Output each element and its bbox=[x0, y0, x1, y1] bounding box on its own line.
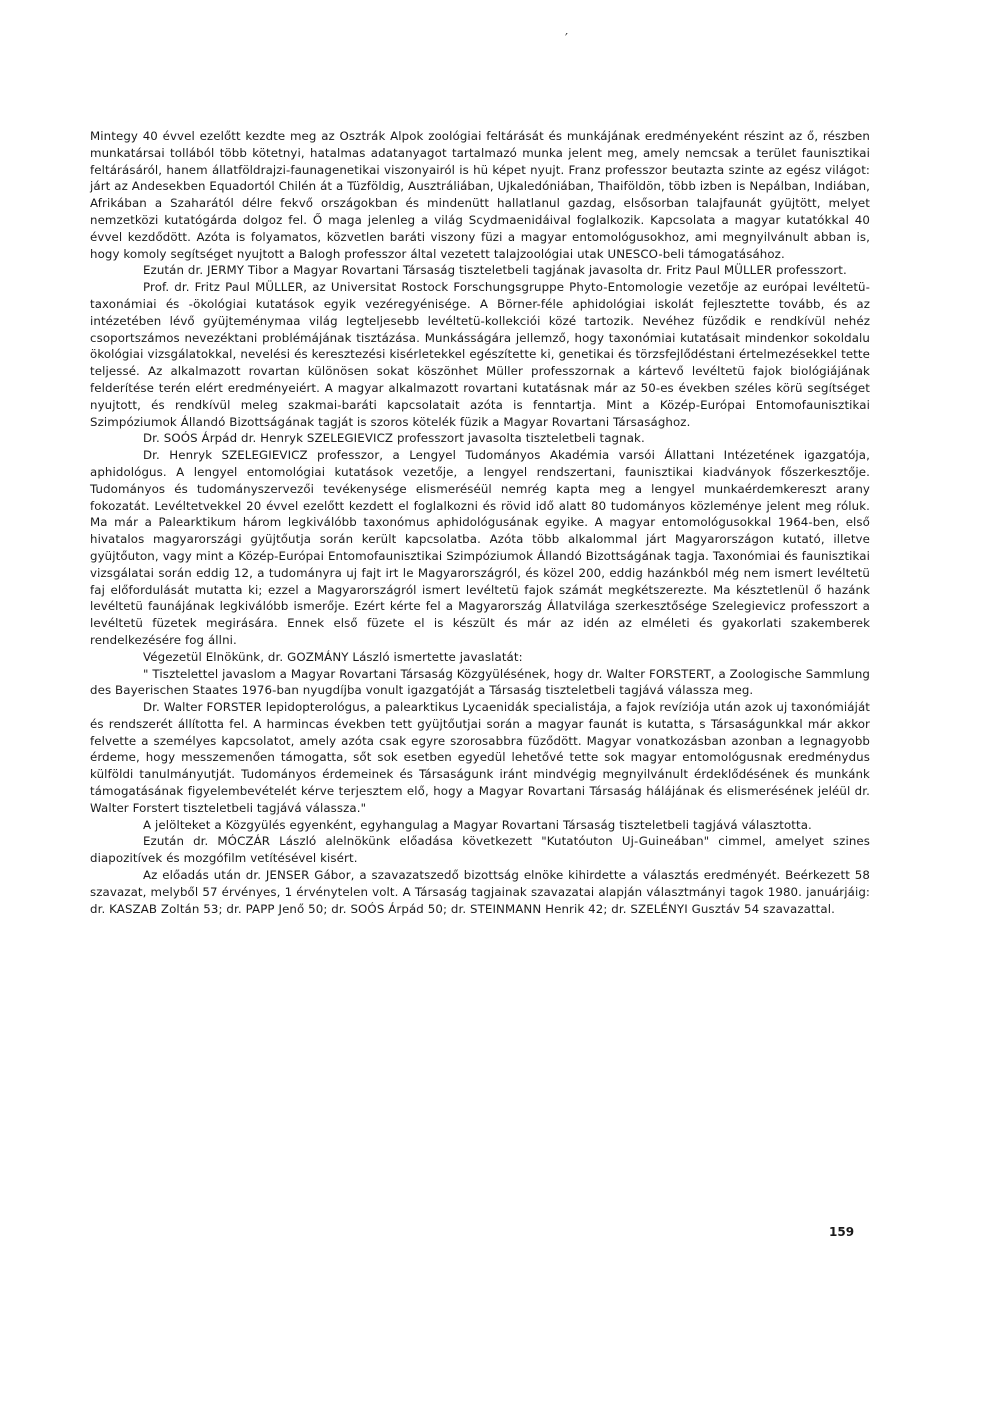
paragraph-forster-proposal: " Tisztelettel javaslom a Magyar Rovartani Társaság Közgyülésének, hogy dr. Walter FORSTERT, a Zoologische Sammlung des Bayerischen Staates 1976-ban nyugdíjba vonult igazgatóját a Társaság tiszteletbeli tagjává válassza meg. bbox=[90, 666, 870, 698]
paragraph-muller-biography: Prof. dr. Fritz Paul MÜLLER, az Universitat Rostock Forschungsgruppe Phyto-Entomologie vezetője az európai levéltetü-taxonámiai és -ökológiai kutatások egyik vezéregyénisége. A Börner-féle aphidológiai iskolát fejlesztette tovább, és az intézetében lévő gyüjteménymaa világ legteljesebb levéltetü-kollekciói közé tartozik. Nevéhez füződik e rendkívül nehéz csoportszámos nevezéktani problémájának tisztázása. Munkásságára jellemző, hogy taxonómiai kutatásait mindenkor sokoldalu ökológiai vizsgálatokkal, nevelési és keresztezési kisérletekkel egészítette ki, genetikai és törzsfejlődéstani értelmezésekkel tette teljessé. Az alkalmazott rovartan különösen sokat köszönhet Müller professzornak a kártevő levéltetü fajok biológiájának felderítése terén elért eredményeiért. A magyar alkalmazott rovartani kutatásnak már az 50-es években széles körü segítséget nyujtott, és rendkívül meleg szakmai-baráti kapcsolatait azóta is fenntartja. Mint a Közép-Európai Entomofaunisztikai Szimpóziumok Állandó Bizottságának tagját is szoros kötelék füzik a Magyar Rovartani Társasághoz. bbox=[90, 280, 870, 429]
paragraph-forster-biography: Dr. Walter FORSTER lepidopterológus, a palearktikus Lycaenidák specialistája, a fajok revíziója után azok uj taxonómiáját és rendszerét állította fel. A harmincas években tett gyüjtőutjai során a magyar faunát is kutatta, s Társaságunkkal már akkor felvette a személyes kapcsolatot, amely azóta csak egyre szorosabbra füződött. Magyar vonatkozásban azonban a legnagyobb érdeme, hogy messzemenően támogatta, sőt sok esetben egyedül lehetővé tette sok magyar entomológusnak eredménydus külföldi tanulmányutját. Tudományos érdemeinek és Társaságunk iránt mindvégig megnyilvánult érdeklődésének és munkánk támogatásának figyelembevételét kérve terjesztem elő, hogy a Magyar Rovartani Társaság hálájának és elismerésének jeléül dr. Walter Forstert tiszteletbeli tagjává válassza." bbox=[90, 700, 870, 815]
paragraph-moczar-lecture: Ezután dr. MÓCZÁR László alelnökünk előadása következett "Kutatóuton Uj-Guineában" cimmel, amelyet szines diapozitívek és mozgófilm vetítésével kisért. bbox=[90, 834, 870, 866]
paragraph-franz-biography: Mintegy 40 évvel ezelőtt kezdte meg az Osztrák Alpok zoológiai feltárását és munkájának eredményeként részint az ő, részben munkatársai tollából több kötetnyi, hatalmas adatanyagot tartalmazó munka jelent meg, amely nemcsak a terület faunisztikai feltárásáról, hanem állatföldrajzi-faunagenetikai viszonyairól is hü képet nyujt. Franz professzor beutazta szinte az egész világot: járt az Andesekben Equadortól Chilén át a Tüzföldig, Ausztráliában, Ujkaledóniában, Thaiföldön, több izben is Nepálban, Indiában, Afrikában a Szaharától délre fekvő országokban és mindenütt hallatlanul gazdag, elsősorban talajfaunát gyüjtött, melyet nemzetközi kutatógárda dolgoz fel. Ő maga jelenleg a világ Scydmaenidáival foglalkozik. Kapcsolata a magyar kutatókkal 40 évvel kezdődött. Azóta is folyamatos, közvetlen baráti viszony füzi a magyar entomológusokhoz, ami megnyilvánult abban is, hogy komoly segítséget nyujtott a Balogh professzor által vezetett talajzoológiai utak UNESCO-beli támogatásához. bbox=[90, 129, 870, 261]
paragraph-vote-count: Az előadás után dr. JENSER Gábor, a szavazatszedő bizottság elnöke kihirdette a választás eredményét. Beérkezett 58 szavazat, melyből 57 érvényes, 1 érvénytelen volt. A Társaság tagjainak szavazatai alapján választmányi tagok 1980. januárjáig: dr. KASZAB Zoltán 53; dr. PAPP Jenő 50; dr. SOÓS Árpád 50; dr. STEINMANN Henrik 42; dr. SZELÉNYI Gusztáv 54 szavazattal. bbox=[90, 868, 870, 916]
paragraph-election-result: A jelölteket a Közgyülés egyenként, egyhangulag a Magyar Rovartani Társaság tiszteletbeli tagjává választotta. bbox=[143, 817, 812, 832]
body-text bbox=[90, 128, 870, 917]
page-number: 159 bbox=[829, 1225, 855, 1239]
paragraph-szelegievicz-nomination: Dr. SOÓS Árpád dr. Henryk SZELEGIEVICZ professzort javasolta tiszteletbeli tagnak. bbox=[143, 431, 645, 446]
paragraph-szelegievicz-biography: Dr. Henryk SZELEGIEVICZ professzor, a Lengyel Tudományos Akadémia varsói Állattani Intézetének igazgatója, aphidológus. A lengyel entomológiai kutatások vezetője, a lengyel rendszertani, faunisztikai kiadványok főszerkesztője. Tudományos és tudományszervezői tevékenysége elismeréséül nemrég kapta meg a lengyel munkaérdemkereszt arany fokozatát. Levéltetvekkel 20 évvel ezelőtt kezdett el foglalkozni és rövid idő alatt 80 tudományos közleménye jelent meg róluk. Ma már a Palearktikum három legkiválóbb taxonómus aphidológusának egyike. A magyar entomológusokkal 1964-ben, első hivatalos magyarországi gyüjtőutja során került kapcsolatba. Azóta több alkalommal járt Magyarországon kutató, illetve gyüjtőuton, vagy mint a Közép-Európai Entomofaunisztikai Szimpóziumok Állandó Bizottságának tagja. Taxonómiai és faunisztikai vizsgálatai során eddig 12, a tudományra uj fajt irt le Magyarországról, és közel 200, eddig hazánkból még nem ismert levéltetü faj előfordulását mutatta ki; ezzel a Magyarországról ismert levéltetü fajok számát megkétszerezte. Ma késztetlenül ő hazánk levéltetü faunájának legkiválóbb ismerője. Ezért kérte fel a Magyarország Állatvilága szerkesztősége Szelegievicz professzort a levéltetü füzetek megirására. Ennek első füzete el is készült és már az idén az elméleti és gyakorlati szakemberek rendelkezésére fog állni. bbox=[90, 448, 870, 647]
paragraph-gozmany-intro: Végezetül Elnökünk, dr. GOZMÁNY László ismertette javaslatát: bbox=[143, 649, 523, 664]
paragraph-muller-nomination: Ezután dr. JERMY Tibor a Magyar Rovartani Társaság tiszteletbeli tagjának javasolta dr. Fritz Paul MÜLLER professzort. bbox=[143, 263, 847, 278]
stray-print-mark: ′ bbox=[565, 32, 568, 47]
